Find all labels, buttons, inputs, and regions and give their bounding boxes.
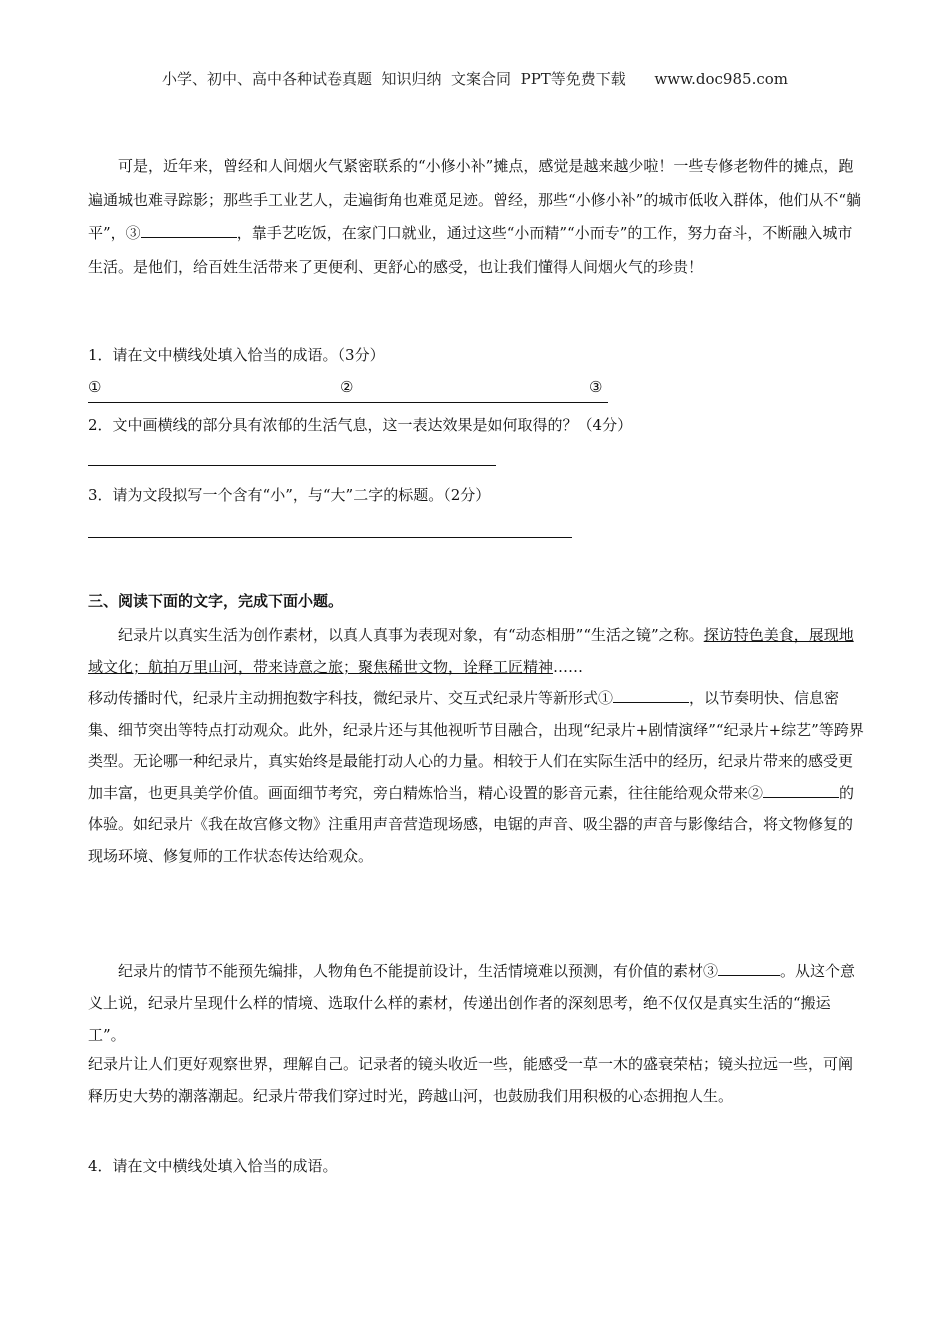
section-3-title: 三、阅读下面的文字，完成下面小题。 — [88, 592, 344, 610]
passage-2 — [88, 620, 866, 872]
passage-3-text-b: 。从这个意义上说，纪录片呈现什么样的情境、选取什么样的素材，传递出创作者的深刻思考，绝不仅仅是真实生活的“搬运工”。 — [88, 962, 856, 1044]
blank-mark-1: ① — [598, 689, 614, 707]
passage-1 — [88, 150, 866, 284]
ellipsis: …… — [553, 657, 584, 676]
blank-mark-3: ③ — [703, 962, 719, 980]
page-header: 小学、初中、高中各种试卷真题 知识归纳 文案合同 PPT等免费下载 www.doc985.com — [161, 70, 788, 88]
answer-line-2[interactable] — [88, 465, 496, 466]
passage-3 — [88, 955, 866, 1051]
blank-mark-2: ② — [748, 783, 764, 802]
passage-2-text-b: 移动传播时代，纪录片主动拥抱数字科技，微纪录片、交互式纪录片等新形式 — [88, 689, 599, 707]
underlined-text: 探访特色美食，展现地域文化；航拍万里山河，带来诗意之旅；聚焦稀世文物，诠释工匠精神 — [88, 626, 854, 676]
answer-line-3[interactable] — [88, 537, 572, 538]
passage-2-text-d: 的体验。如纪录片《我在故宫修文物》注重用声音营造现场感，电锯的声音、吸尘器的声音与影像结合，将文物修复的现场环境、修复师的工作状态传达给观众。 — [88, 783, 855, 865]
blank-line[interactable] — [763, 779, 839, 798]
answer-row-1[interactable] — [88, 378, 608, 403]
answer-mark-1: ① — [88, 378, 102, 396]
passage-1-text-b: ，靠手艺吃饭，在家门口就业，通过这些“小而精”“小而专”的工作，努力奋斗，不断融入城市生活。是他们，给百姓生活带来了更便利、更舒心的感受，也让我们懂得人间烟火气的珍贵！ — [88, 224, 853, 276]
blank-mark-3: ③ — [125, 224, 141, 242]
answer-mark-2: ② — [340, 378, 354, 396]
passage-4: 纪录片让人们更好观察世界，理解自己。记录者的镜头收近一些，能感受一草一木的盛衰荣枯；镜头拉远一些，可阐释历史大势的潮落潮起。纪录片带我们穿过时光，跨越山河，也鼓励我们用积极的心态拥抱人生。 — [88, 1055, 854, 1105]
blank-line[interactable] — [141, 219, 237, 238]
question-1: 1．请在文中横线处填入恰当的成语。（3分） — [88, 346, 385, 364]
passage-1-text-a: 可是，近年来，曾经和人间烟火气紧密联系的“小修小补”摊点，感觉是越来越少啦！一些专修老物件的摊点，跑遍通城也难寻踪影；那些手工业艺人，走遍街角也难觅足迹。曾经，那些“小修小补”的城市低收入群体，他们从不“躺平”， — [88, 157, 862, 242]
passage-2-text-c: ，以节奏明快、信息密集、细节突出等特点打动观众。此外，纪录片还与其他视听节目融合，出现“纪录片+剧情演绎”“纪录片+综艺”等跨界类型。无论哪一种纪录片，真实始终是最能打动人心的力量。相较于人们在实际生活中的经历，纪录片带来的感受更加丰富，也更具美学价值。画面细节考究，旁白精炼恰当，精心设置的影音元素，往往能给观众带来 — [88, 689, 864, 802]
answer-mark-3: ③ — [589, 378, 603, 396]
blank-line[interactable] — [613, 684, 689, 703]
question-2: 2．文中画横线的部分具有浓郁的生活气息，这一表达效果是如何取得的？（4分） — [88, 416, 633, 434]
question-4: 4．请在文中横线处填入恰当的成语。 — [88, 1157, 338, 1175]
question-3: 3．请为文段拟写一个含有“小”，与“大”二字的标题。（2分） — [88, 486, 491, 504]
passage-2-text-a: 纪录片以真实生活为创作素材，以真人真事为表现对象，有“动态相册”“生活之镜”之称。 — [118, 626, 704, 644]
passage-3-text-a: 纪录片的情节不能预先编排，人物角色不能提前设计，生活情境难以预测，有价值的素材 — [118, 962, 704, 980]
blank-line[interactable] — [718, 957, 780, 976]
